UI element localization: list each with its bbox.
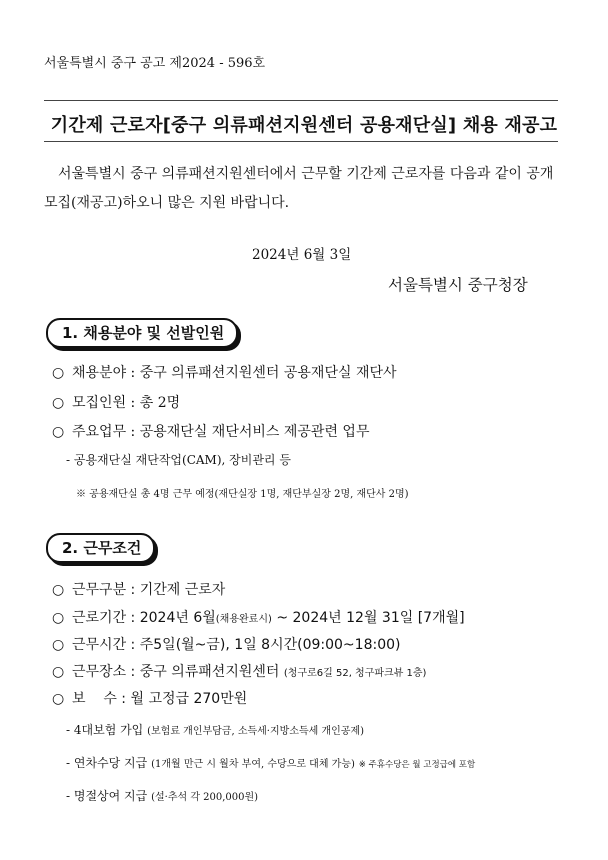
circle-bullet-icon: ○	[52, 365, 65, 381]
circle-bullet-icon: ○	[52, 664, 65, 680]
recruit-count-value: 총 2명	[139, 395, 181, 411]
circle-bullet-icon: ○	[52, 610, 65, 626]
section-heading-conditions: 2. 근무조건	[46, 533, 155, 563]
work-place-row: ○ 근무장소 : 중구 의류패션지원센터 (청구로6길 52, 청구파크뷰 1층)	[52, 664, 427, 680]
staff-reference-note: ※ 공용재단실 총 4명 근무 예정(재단실장 1명, 재단부실장 2명, 재단사 2명)	[76, 489, 409, 500]
recruit-field-row: ○ 채용분야 : 중구 의류패션지원센터 공용재단실 재단사	[52, 365, 397, 381]
work-place-address: (청구로6길 52, 청구파크뷰 1층)	[283, 668, 427, 679]
pay-label: 보 수	[72, 691, 117, 707]
pay-value: 월 고정급 270만원	[130, 691, 248, 707]
recruit-field-value: 중구 의류패션지원센터 공용재단실 재단사	[139, 365, 397, 381]
holiday-bonus-main: - 명절상여 지급	[66, 789, 148, 803]
recruit-field-label: 채용분야	[72, 365, 127, 381]
annual-leave-note: (1개월 만근 시 월차 부여, 수당으로 대체 가능)	[151, 759, 355, 770]
recruit-count-label: 모집인원	[72, 395, 127, 411]
annual-leave-detail	[66, 754, 475, 771]
work-hours-row: ○ 근무시간 : 주5일(월~금), 1일 8시간(09:00~18:00)	[52, 637, 401, 653]
work-hours-label: 근무시간	[72, 637, 127, 653]
work-period-start: 2024년 6월	[139, 610, 216, 626]
circle-bullet-icon: ○	[52, 395, 65, 411]
notice-date: 2024년 6월 3일	[252, 247, 352, 263]
insurance-note: (보험료 개인부담금, 소득세·지방소득세 개인공제)	[147, 726, 365, 737]
title-bottom-rule	[44, 141, 558, 142]
insurance-main: - 4대보험 가입	[66, 723, 144, 737]
intro-paragraph: 서울특별시 중구 의류패션지원센터에서 근무할 기간제 근로자를 다음과 같이 공개모집(재공고)하오니 많은 지원 바랍니다.	[44, 166, 554, 211]
work-place-label: 근무장소	[72, 664, 127, 680]
holiday-bonus-note: (설·추석 각 200,000원)	[151, 792, 259, 803]
notice-number: 서울특별시 중구 공고 제2024 - 596호	[44, 56, 266, 71]
work-period-note: (채용완료시)	[215, 614, 272, 625]
section-heading-recruitment: 1. 채용분야 및 선발인원	[46, 318, 238, 348]
circle-bullet-icon: ○	[52, 582, 65, 598]
work-hours-value: 주5일(월~금), 1일 8시간(09:00~18:00)	[139, 637, 401, 653]
main-duty-label: 주요업무	[72, 424, 127, 440]
annual-leave-main: - 연차수당 지급	[66, 756, 148, 770]
issuer: 서울특별시 중구청장	[388, 276, 528, 294]
work-period-label: 근로기간	[72, 610, 127, 626]
recruit-count-row: ○ 모집인원 : 총 2명	[52, 395, 181, 411]
title-top-rule	[44, 100, 558, 101]
circle-bullet-icon: ○	[52, 637, 65, 653]
work-type-label: 근무구분	[72, 582, 127, 598]
work-place-value: 중구 의류패션지원센터	[139, 664, 280, 680]
pay-row: ○ 보 수 : 월 고정급 270만원	[52, 691, 248, 707]
work-type-value: 기간제 근로자	[139, 582, 226, 598]
insurance-detail	[66, 721, 364, 738]
page-title: 기간제 근로자[중구 의류패션지원센터 공용재단실] 채용 재공고	[50, 115, 558, 136]
weekly-allowance-note: ※ 주휴수당은 월 고정급에 포함	[358, 760, 476, 770]
circle-bullet-icon: ○	[52, 424, 65, 440]
work-period-row: ○ 근로기간 : 2024년 6월(채용완료시) ~ 2024년 12월 31일 [7개월]	[52, 610, 465, 626]
main-duty-value: 공용재단실 재단서비스 제공관련 업무	[139, 424, 370, 440]
main-duty-row: ○ 주요업무 : 공용재단실 재단서비스 제공관련 업무	[52, 424, 370, 440]
holiday-bonus-detail	[66, 787, 258, 804]
work-type-row: ○ 근무구분 : 기간제 근로자	[52, 582, 226, 598]
duty-detail: - 공용재단실 재단작업(CAM), 장비관리 등	[66, 453, 291, 467]
circle-bullet-icon: ○	[52, 691, 65, 707]
work-period-end: ~ 2024년 12월 31일 [7개월]	[271, 610, 465, 626]
